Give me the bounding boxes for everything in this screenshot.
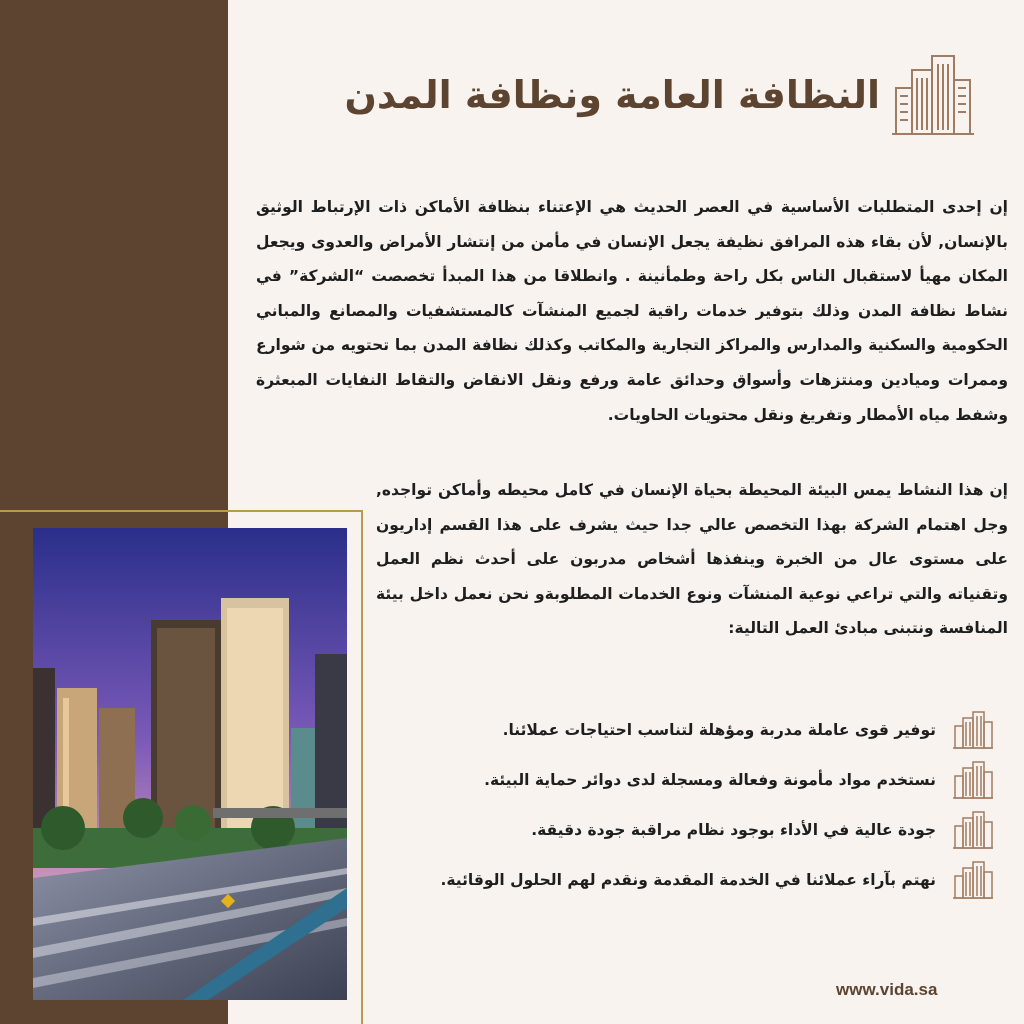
buildings-icon (952, 810, 994, 850)
city-photo (33, 528, 347, 1000)
website-link[interactable]: www.vida.sa (836, 980, 938, 999)
title-row (344, 50, 976, 140)
list-item-text: نهتم بآراء عملائنا في الخدمة المقدمة ونقدم لهم الحلول الوقائية. (440, 871, 936, 889)
activity-paragraph: إن هذا النشاط يمس البيئة المحيطة بحياة الإنسان في كامل محيطه وأماكن تواجده, وجل اهتمام الشركة بهذا التخصص عالي جدا حيث يشرف على هذا القسم إداريون على مستوى عال من الخبرة وينفذها أشخاص مدربون على أحدث نظم العمل وتقنياته والتي تراعي نوعية المنشآت ونوع الخدمات المطلوبةو نحن نعمل داخل بيئة المنافسة ونتبنى مبادئ العمل التالية: (376, 481, 1008, 638)
list-item (374, 860, 994, 902)
principles-list (374, 710, 994, 912)
page-title: النظافة العامة ونظافة المدن (344, 73, 880, 117)
list-item (374, 710, 994, 750)
list-item-text: نستخدم مواد مأمونة وفعالة ومسجلة لدى دوائر حماية البيئة. (484, 771, 936, 789)
list-item (374, 760, 994, 800)
intro-paragraph: إن إحدى المتطلبات الأساسية في العصر الحديث هي الإعتناء بنظافة الأماكن ذات الإرتباط الوثيق بالإنسان, لأن بقاء هذه المرافق نظيفة يجعل الإنسان في مأمن من إنتشار الأمراض والعدوى ويجعل المكان مهيأ لاستقبال الناس بكل راحة وطمأنينة . وانطلاقا من هذا المبدأ تخصصت “الشركة” في نشاط نظافة المدن وذلك بتوفير خدمات راقية لجميع المنشآت كالمستشفيات والمصانع والمباني الحكومية والسكنية والمدارس والمراكز التجارية والمكاتب وكذلك نظافة المدن بما تحتويه من شوارع وممرات وميادين ومنتزهات وأسواق وحدائق عامة ورفع ونقل الانقاض والتقاط النفايات المبعثرة وشفط مياه الأمطار وتفريغ ونقل محتويات الحاويات. (256, 198, 1008, 424)
list-item-text: توفير قوى عاملة مدربة ومؤهلة لتناسب احتياجات عملائنا. (502, 721, 936, 739)
buildings-icon (952, 760, 994, 800)
list-item-text: جودة عالية في الأداء بوجود نظام مراقبة جودة دقيقة. (531, 821, 936, 839)
list-item (374, 810, 994, 850)
buildings-icon (890, 52, 976, 138)
buildings-icon (952, 710, 994, 750)
buildings-icon (952, 860, 994, 900)
